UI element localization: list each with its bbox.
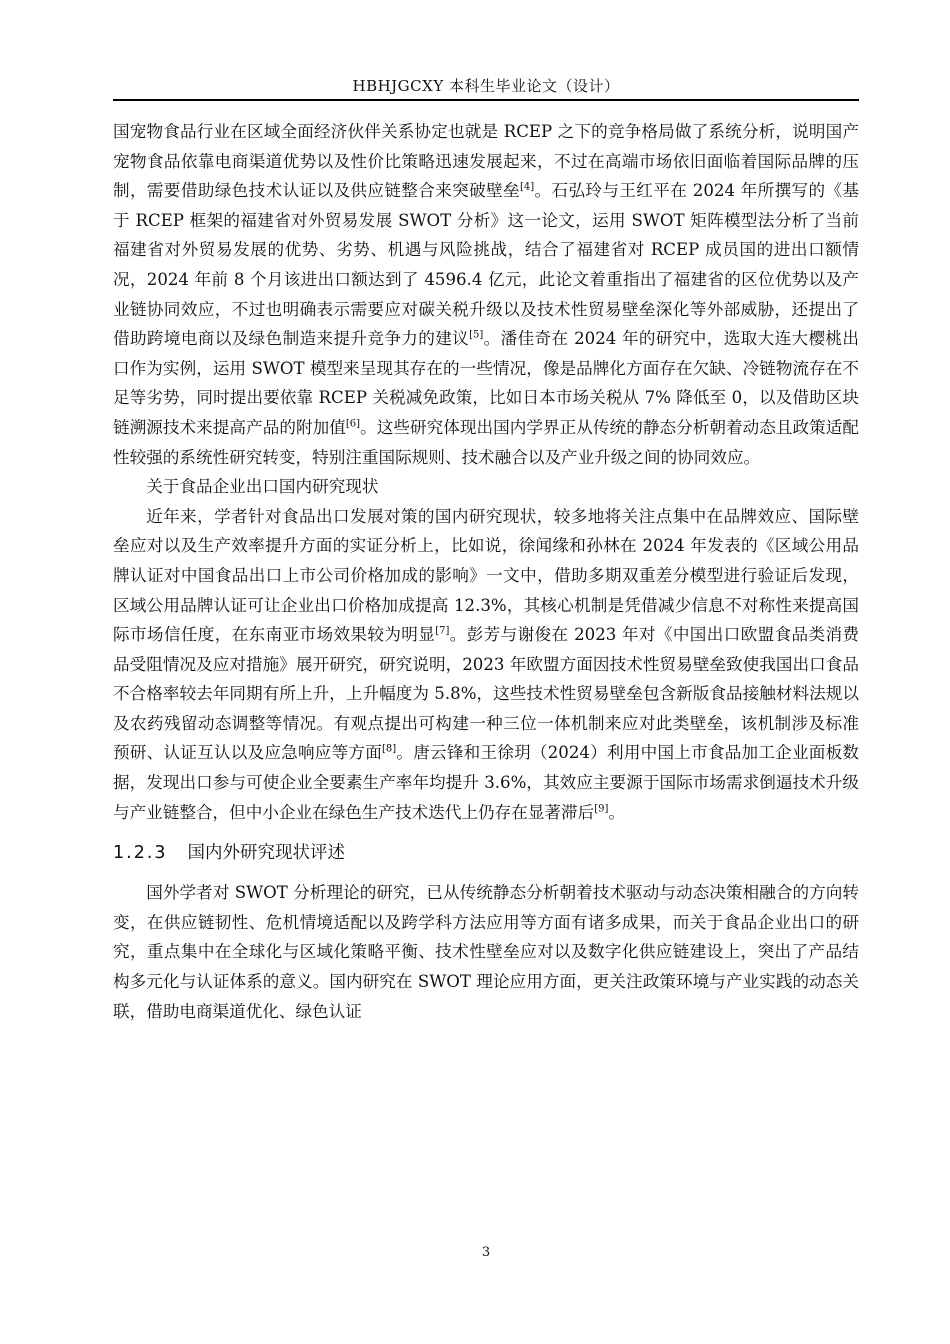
paragraph-text: 国宠物食品行业在区域全面经济伙伴关系协定也就是 RCEP 之下的竞争格局做了系统分析，说明国产宠物食品依靠电商渠道优势以及性价比策略迅速发展起来，不过在高端市场依旧面临着国际品牌的压制，需要借助绿色技术认证以及供应链整合来突破壁垒 [113, 122, 859, 201]
paragraph-text: 。石弘玲与王红平在 2024 年所撰写的《基于 RCEP 框架的福建省对外贸易发展 SWOT 分析》这一论文，运用 SWOT 矩阵模型法分析了当前福建省对外贸易发展的优势、劣势、机遇与风险挑战，结合了福建省对 RCEP 成员国的进出口额情况，2024 年前 8 个月该进出口额达到了 4596.4 亿元，此论文着重指出了福建省的区位优势以及产业链协同效应，不过也明确表示需要应对碳关税升级以及技术性贸易壁垒深化等外部威胁，还提出了借助跨境电商以及绿色制造来提升竞争力的建议 [113, 181, 860, 349]
paragraph-review [113, 878, 859, 1026]
section-heading [113, 837, 859, 869]
paragraph-text: 。这些研究体现出国内学界正从传统的静态分析朝着动态且政策适配性较强的系统性研究转变，特别注重国际规则、技术融合以及产业升级之间的协同效应。 [113, 417, 860, 467]
subsection-label [113, 472, 859, 502]
citation-8: [8] [382, 743, 397, 755]
main-content [113, 117, 859, 1026]
citation-4: [4] [520, 181, 535, 193]
section-title: 国内外研究现状评述 [187, 843, 346, 864]
paragraph-domestic-research [113, 502, 859, 828]
paragraph-text: 国外学者对 SWOT 分析理论的研究，已从传统静态分析朝着技术驱动与动态决策相融合的方向转变，在供应链韧性、危机情境适配以及跨学科方法应用等方面有诸多成果，而关于食品企业出口的研究，重点集中在全球化与区域化策略平衡、技术性壁垒应对以及数字化供应链建设上，突出了产品结构多元化与认证体系的意义。国内研究在 SWOT 理论应用方面，更关注政策环境与产业实践的动态关联，借助电商渠道优化、绿色认证 [113, 883, 859, 1021]
citation-5: [5] [469, 329, 484, 341]
paragraph-text: 近年来，学者针对食品出口发展对策的国内研究现状，较多地将关注点集中在品牌效应、国际壁垒应对以及生产效率提升方面的实证分析上，比如说，徐闻缘和孙林在 2024 年发表的《区域公用品牌认证对中国食品出口上市公司价格加成的影响》一文中，借助多期双重差分模型进行验证后发现，区域公用品牌认证可让企业出口价格加成提高 12.3%，其核心机制是凭借减少信息不对称性来提高国际市场信任度，在东南亚市场效果较为明显 [113, 506, 859, 645]
section-number: 1.2.3 [113, 843, 168, 864]
paragraph-text: 。 [608, 802, 625, 822]
header-divider [113, 99, 859, 101]
citation-6: [6] [345, 418, 361, 430]
citation-7: [7] [435, 625, 450, 637]
citation-9: [9] [594, 803, 609, 815]
page-number: 3 [481, 1245, 491, 1260]
paragraph-rcep-studies [113, 117, 859, 472]
paragraph-text: 。彭芳与谢俊在 2023 年对《中国出口欧盟食品类消费品受阻情况及应对措施》展开研究，研究说明，2023 年欧盟方面因技术性贸易壁垒致使我国出口食品不合格率较去年同期有所上升，上升幅度为 5.8%，这些技术性贸易壁垒包含新版食品接触材料法规以及农药残留动态调整等情况。有观点提出可构建一种三位一体机制来应对此类壁垒，该机制涉及标准预研、认证互认以及应急响应等方面 [113, 625, 859, 763]
paragraph-text: 。潘佳奇在 2024 年的研究中，选取大连大樱桃出口作为实例，运用 SWOT 模型来呈现其存在的一些情况，像是品牌化方面存在欠缺、冷链物流存在不足等劣势，同时提出要依靠 RCEP 关税减免政策，比如日本市场关税从 7% 降低至 0，以及借助区块链溯源技术来提高产品的附加值 [113, 329, 860, 437]
subsection-label-text: 关于食品企业出口国内研究现状 [146, 477, 379, 497]
paragraph-text: 。唐云锋和王徐玥（2024）利用中国上市食品加工企业面板数据，发现出口参与可使企业全要素生产率年均提升 3.6%，其效应主要源于国际市场需求倒逼技术升级与产业链整合，但中小企业在绿色生产技术迭代上仍存在显著滞后 [113, 743, 860, 822]
page-header: HBHJGCXY 本科生毕业论文（设计） [352, 77, 620, 95]
